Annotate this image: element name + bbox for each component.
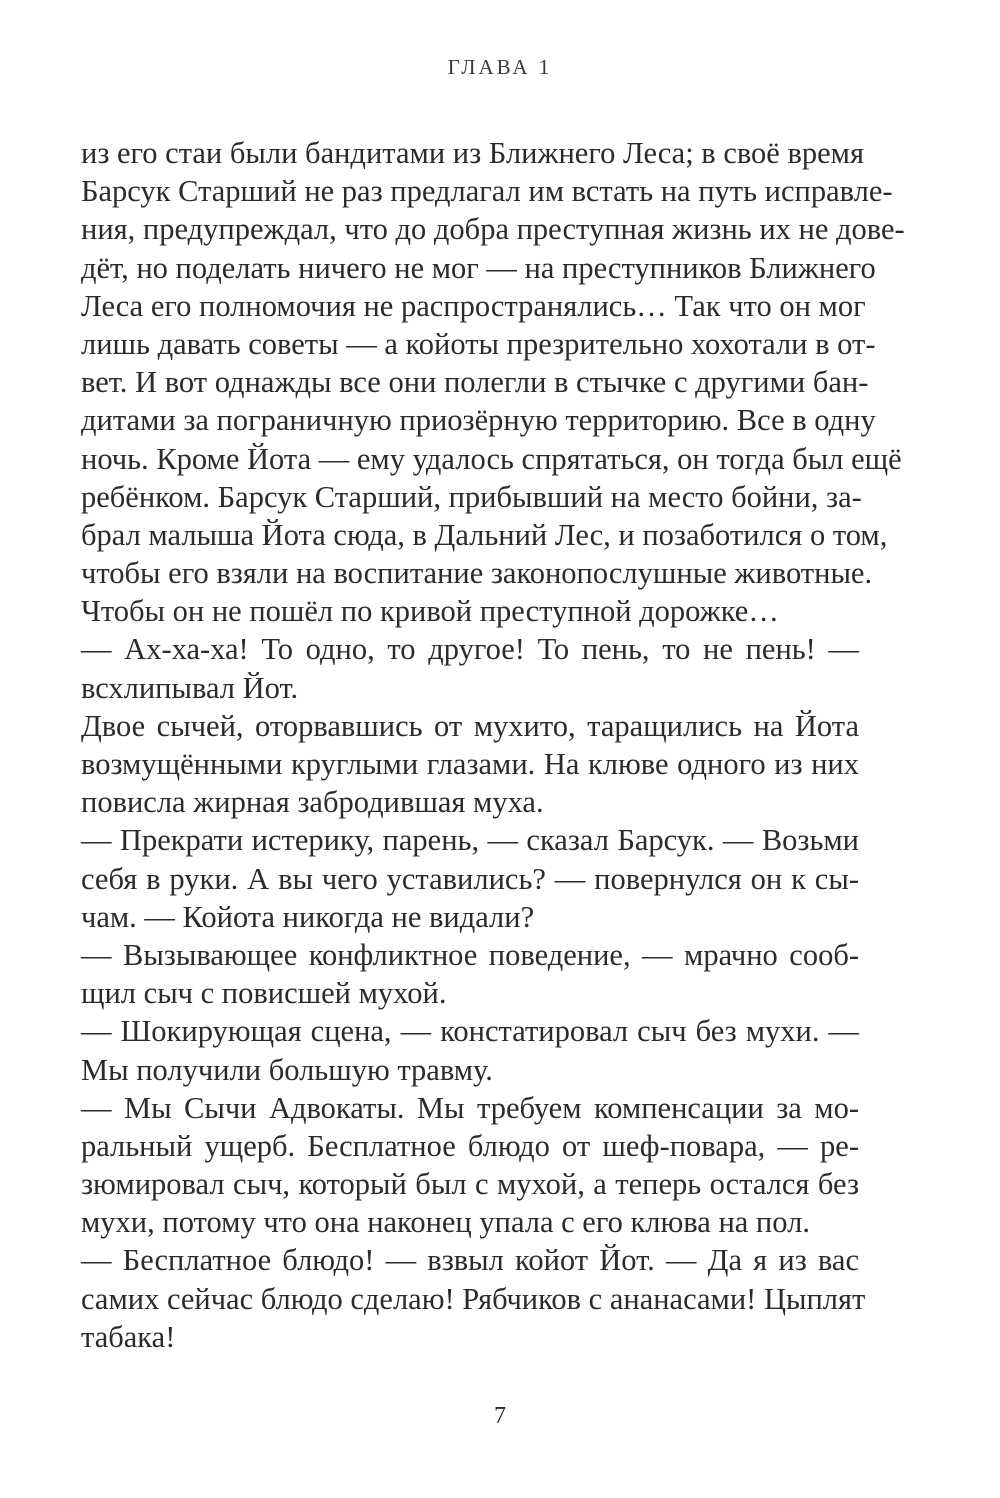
text-line: — Прекрати истерику, парень, — сказал Барсук. — Возьми [81,823,859,858]
text-line: дёт, но поделать ничего не мог — на преступников Ближнего [81,250,876,285]
text-line: Леса его полномочия не распространялись… Так что он мог [81,288,866,323]
body-text [81,134,905,1356]
running-head: ГЛАВА 1 [447,55,553,79]
text-line: ния, предупреждал, что до добра преступная жизнь их не дове- [81,212,905,247]
page-number: 7 [494,1403,506,1429]
text-line: вет. И вот однажды все они полегли в стычке с другими бан- [81,365,869,400]
text-line: — Мы Сычи Адвокаты. Мы требуем компенсации за мо- [81,1090,859,1125]
text-line: брал малыша Йота сюда, в Дальний Лес, и позаботился о том, [81,517,888,552]
text-line: табака! [81,1319,176,1354]
text-line: — Бесплатное блюдо! — взвыл койот Йот. — Да я из вас [81,1243,859,1278]
text-line: Барсук Старший не раз предлагал им встать на путь исправле- [81,174,893,209]
text-line: чам. — Койота никогда не видали? [81,899,535,934]
text-line: себя в руки. А вы чего уставились? — повернулся он к сы- [81,861,859,896]
text-line: ребёнком. Барсук Старший, прибывший на место бойни, за- [81,479,862,514]
text-line: — Вызывающее конфликтное поведение, — мрачно сооб- [81,937,859,972]
text-line: Чтобы он не пошёл по кривой преступной дорожке… [81,594,779,629]
text-line: дитами за пограничную приозёрную территорию. Все в одну [81,403,876,438]
text-line: — Шокирующая сцена, — констатировал сыч без мухи. — [81,1014,859,1049]
text-line: щил сыч с повисшей мухой. [81,976,447,1011]
text-line: всхлипывал Йот. [81,670,299,705]
text-line: чтобы его взяли на воспитание законопослушные животные. [81,556,873,591]
text-line: возмущёнными круглыми глазами. На клюве одного из них [81,747,859,781]
text-line: ральный ущерб. Бесплатное блюдо от шеф-повара, — ре- [81,1128,859,1163]
text-line: повисла жирная забродившая муха. [81,785,544,820]
text-line: — Ах-ха-ха! То одно, то другое! То пень, то не пень! — [81,632,859,667]
text-line: из его стаи были бандитами из Ближнего Леса; в своё время [81,136,864,170]
text-line: Двое сычей, оторвавшись от мухито, таращились на Йота [81,708,859,743]
text-line: зюмировал сыч, который был с мухой, а теперь остался без [81,1167,859,1202]
text-line: мухи, потому что она наконец упала с его клюва на пол. [81,1205,810,1240]
text-line: лишь давать советы — а койоты презрительно хохотали в от- [81,326,876,361]
text-line: ночь. Кроме Йота — ему удалось спрятаться, он тогда был ещё [81,441,902,476]
text-line: самих сейчас блюдо сделаю! Рябчиков с ананасами! Цыплят [81,1281,866,1316]
text-line: Мы получили большую травму. [81,1052,493,1087]
